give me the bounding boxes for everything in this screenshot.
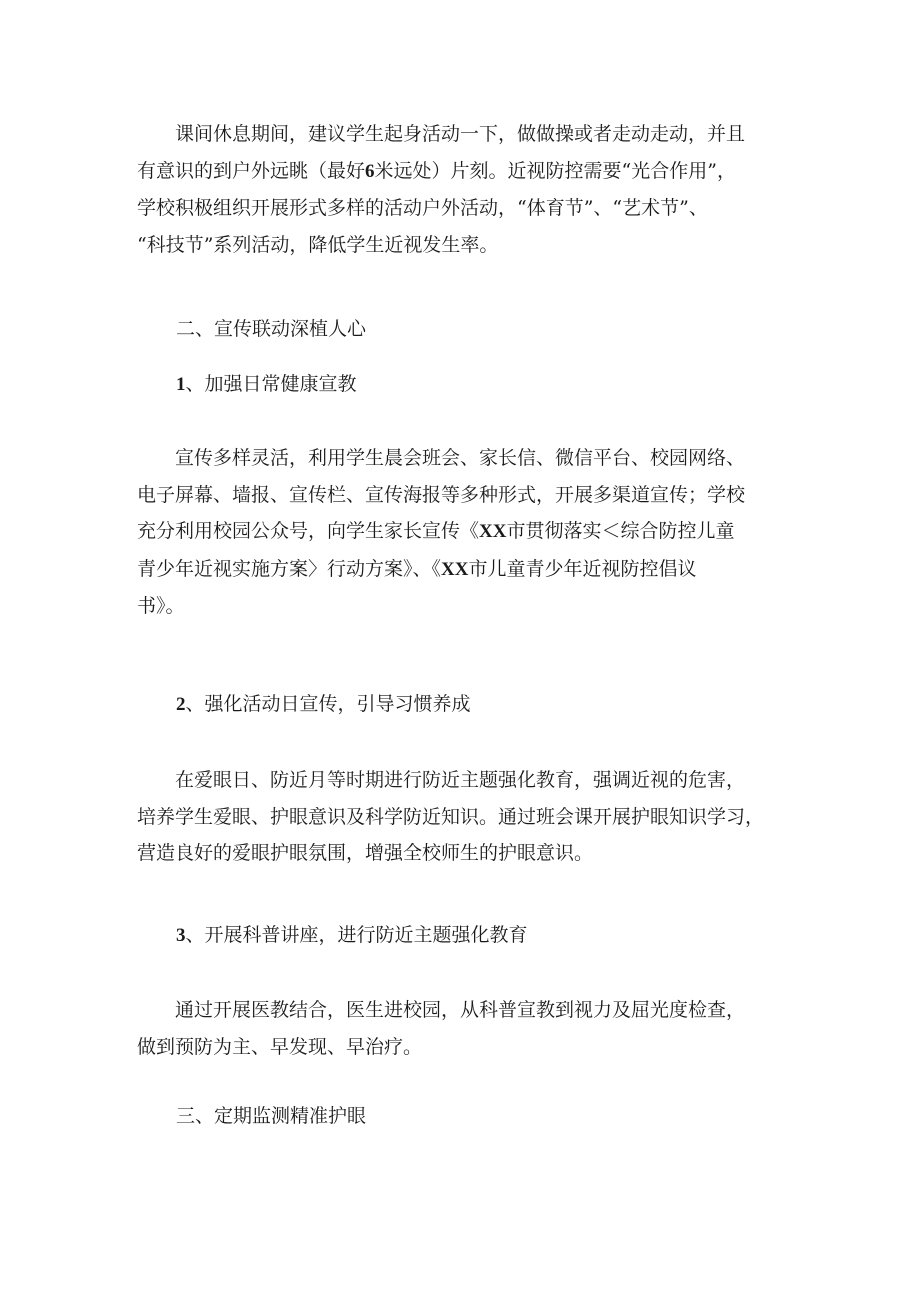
- paragraph-line: 通过开展医教结合，医生进校园，从科普宣教到视力及屈光度检查，: [175, 999, 746, 1021]
- subheading-daily-health-education: [176, 369, 357, 396]
- paragraph-line: 营造良好的爱眼护眼氛围，增强全校师生的护眼意识。: [137, 842, 594, 864]
- paragraph-eye-care-day: [137, 762, 797, 872]
- subheading-text: 、强化活动日宣传，引导习惯养成: [185, 693, 471, 715]
- paragraph-line: 宣传多样灵活，利用学生晨会班会、家长信、微信平台、校园网络、: [175, 447, 746, 469]
- paragraph-line: 电子屏幕、墙报、宣传栏、宣传海报等多种形式，开展多渠道宣传；学校: [137, 483, 746, 506]
- bold-latin-text: XX: [441, 558, 469, 580]
- paragraph-line: 学校积极组织开展形式多样的活动户外活动，“体育节”、“艺术节”、: [137, 197, 708, 219]
- section-heading-monitoring: 三、定期监测精准护眼: [176, 1105, 367, 1127]
- subheading-number: 1: [176, 374, 186, 395]
- subheading-text: 、开展科普讲座，进行防近主题强化教育: [185, 924, 528, 946]
- subheading-activity-day-publicity: [176, 689, 471, 716]
- paragraph-line: “科技节”系列活动，降低学生近视发生率。: [137, 233, 499, 256]
- bold-latin-text: 6: [365, 160, 375, 182]
- paragraph-line: 课间休息期间，建议学生起身活动一下，做做操或者走动走动，并且: [175, 123, 746, 145]
- paragraph-break-activities: [137, 116, 797, 263]
- subheading-text: 、加强日常健康宣教: [185, 373, 357, 395]
- paragraph-line: 青少年近视实施方案〉行动方案》、《XX市儿童青少年近视防控倡议: [137, 557, 697, 580]
- paragraph-line: 书》。: [137, 595, 185, 617]
- paragraph-line: 培养学生爱眼、护眼意识及科学防近知识。通过班会课开展护眼知识学习，: [137, 805, 765, 828]
- paragraph-medical-education: [137, 992, 797, 1065]
- subheading-number: 2: [176, 694, 186, 715]
- paragraph-line: 做到预防为主、早发现、早治疗。: [137, 1035, 423, 1058]
- subheading-science-lectures: [176, 920, 528, 947]
- paragraph-line: 在爱眼日、防近月等时期进行防近主题强化教育，强调近视的危害，: [175, 769, 746, 791]
- bold-latin-text: XX: [479, 521, 507, 542]
- section-heading-publicity: 二、宣传联动深植人心: [176, 318, 367, 340]
- paragraph-publicity-forms: [137, 440, 797, 625]
- paragraph-line: 有意识的到户外远眺（最好6米远处）片刻。近视防控需要“光合作用”，: [137, 159, 736, 182]
- paragraph-line: 充分利用校园公众号，向学生家长宣传《XX市贯彻落实＜综合防控儿童: [137, 520, 735, 542]
- subheading-number: 3: [176, 925, 186, 946]
